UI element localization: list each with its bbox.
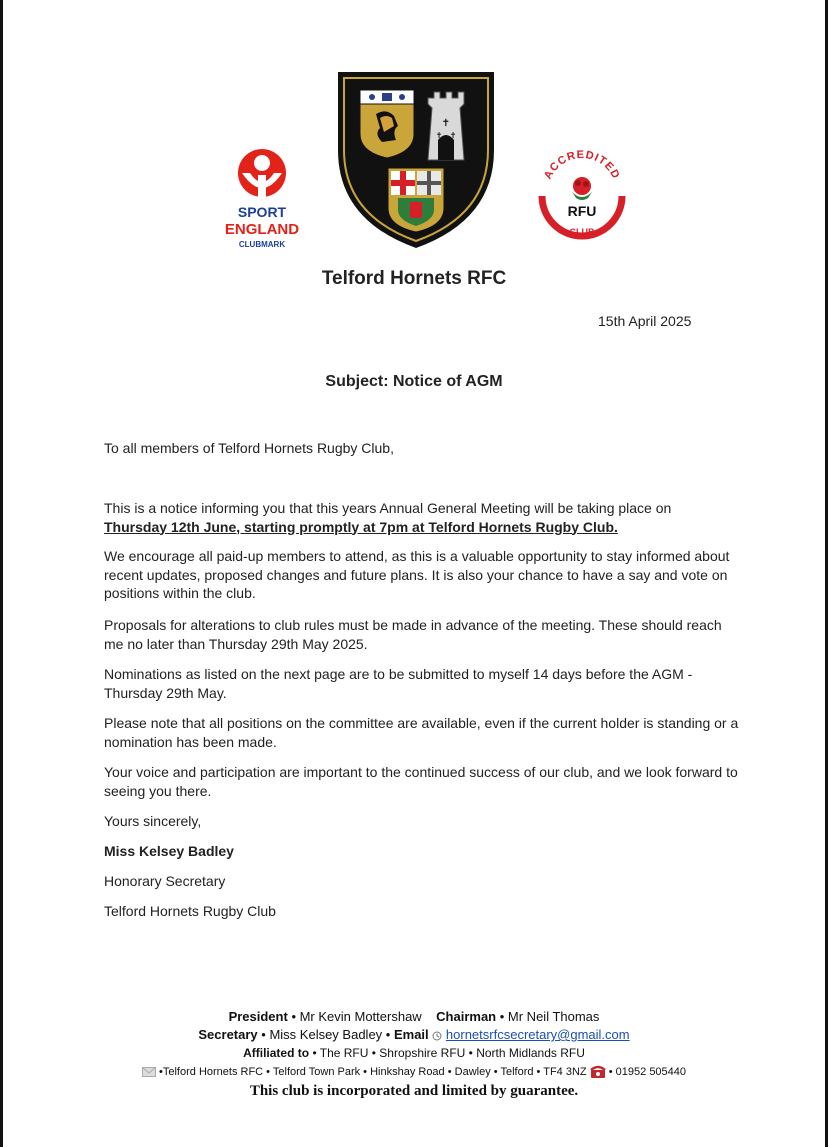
signoff: Yours sincerely, <box>104 813 202 829</box>
footer-secretary-line <box>0 1027 828 1042</box>
president-name: • Mr Kevin Mottershaw <box>291 1009 422 1024</box>
secretary-name: • Miss Kelsey Badley • <box>261 1027 391 1042</box>
sport-england-clubmark-logo <box>212 145 312 255</box>
letter-date: 15th April 2025 <box>598 313 692 329</box>
secretary-label: Secretary <box>198 1027 258 1042</box>
club-name-heading: Telford Hornets RFC <box>321 268 507 289</box>
signer-name: Miss Kelsey Badley <box>104 843 234 859</box>
club-address: •Telford Hornets RFC • Telford Town Park • Hinkshay Road • Dawley • Telford • TF4 3NZ <box>159 1065 587 1078</box>
email-label: Email <box>393 1027 429 1042</box>
clock-icon <box>432 1031 442 1041</box>
signer-title: Honorary Secretary <box>104 873 226 889</box>
secretary-email-link[interactable]: hornetsrfcsecretary@gmail.com <box>445 1027 630 1042</box>
sport-label: SPORT <box>237 204 287 220</box>
club-label: CLUB <box>569 227 595 237</box>
footer-officers-line <box>0 1009 828 1024</box>
notice-intro: This is a notice informing you that this years Annual General Meeting will be taking place on <box>104 500 672 516</box>
svg-text:✝: ✝ <box>449 131 457 140</box>
notice-when: Thursday 12th June, starting promptly at 7pm at Telford Hornets Rugby Club. <box>104 518 618 535</box>
rfu-label: RFU <box>567 203 597 219</box>
greeting: To all members of Telford Hornets Rugby Club, <box>104 440 394 456</box>
svg-text:✝: ✝ <box>435 131 443 140</box>
svg-text:ACCREDITED <box>542 149 622 181</box>
footer-affiliation-line <box>0 1046 828 1060</box>
affiliated-label: Affiliated to <box>243 1046 310 1060</box>
president-label: President <box>228 1009 288 1024</box>
club-phone: • 01952 505440 <box>608 1065 687 1078</box>
notice-paragraph <box>104 499 744 536</box>
clubmark-label: CLUBMARK <box>238 240 286 249</box>
svg-text:✝: ✝ <box>441 118 451 129</box>
envelope-icon <box>142 1067 156 1077</box>
footer-address-line <box>0 1065 828 1079</box>
club-crest-icon <box>336 70 496 250</box>
signer-org: Telford Hornets Rugby Club <box>104 903 276 919</box>
chairman-label: Chairman <box>436 1009 497 1024</box>
rfu-accredited-club-logo <box>532 140 632 245</box>
telephone-icon <box>590 1065 606 1079</box>
letter-subject: Subject: Notice of AGM <box>325 373 503 390</box>
proposals-paragraph: Proposals for alterations to club rules must be made in advance of the meeting. These should reach me no later than Thursday 29th May 2025. <box>104 617 722 652</box>
voice-paragraph: Your voice and participation are important to the continued success of our club, and we look forward to seeing you there. <box>104 764 738 799</box>
guarantee-statement: This club is incorporated and limited by guarantee. <box>249 1083 579 1099</box>
affiliated-value: • The RFU • Shropshire RFU • North Midlands RFU <box>312 1046 585 1060</box>
accredited-arc-label: ACCREDITED <box>541 148 623 182</box>
england-label: ENGLAND <box>224 221 300 238</box>
positions-paragraph: Please note that all positions on the committee are available, even if the current holder is standing or a nomination has been made. <box>104 715 739 750</box>
chairman-name: • Mr Neil Thomas <box>499 1009 600 1024</box>
nominations-paragraph: Nominations as listed on the next page are to be submitted to myself 14 days before the AGM - Thursday 29th May. <box>104 666 693 701</box>
encourage-paragraph: We encourage all paid-up members to attend, as this is a valuable opportunity to stay informed about recent updates, proposed changes and future plans. It is also your chance to have a say and vote on positions within the club. <box>104 548 730 601</box>
